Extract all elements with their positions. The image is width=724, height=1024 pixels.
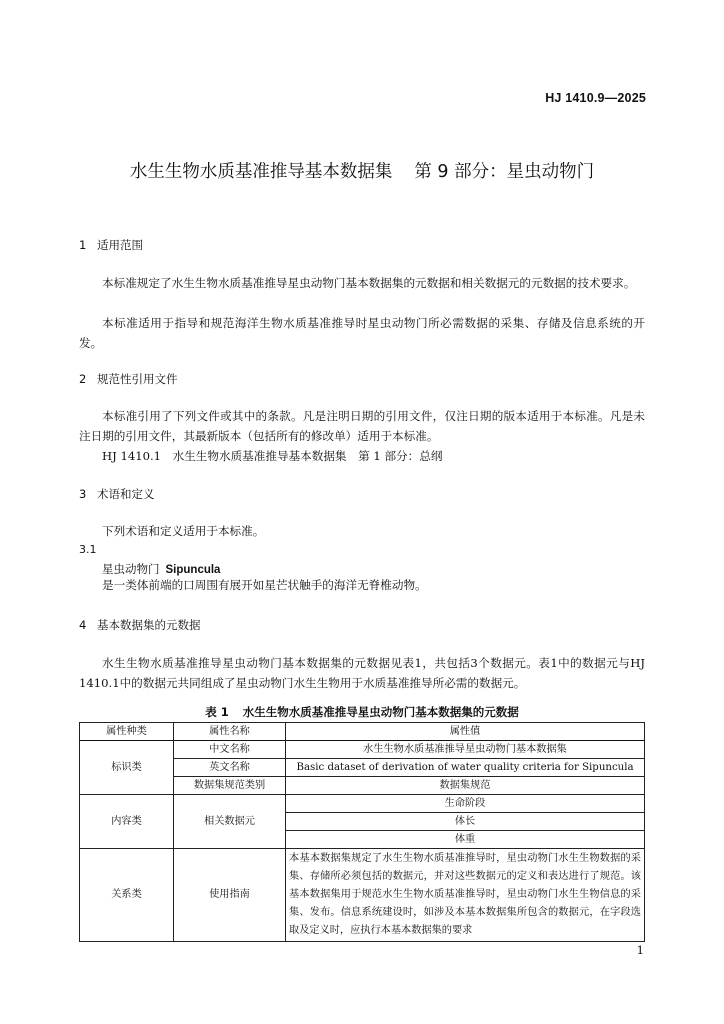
- category-cell-content: 内容类: [80, 795, 174, 849]
- section-3-heading: [79, 486, 155, 502]
- page-number: 1: [636, 943, 644, 957]
- section-3-paragraph-1: 下列术语和定义适用于本标准。: [102, 524, 265, 538]
- table-header-row: [80, 723, 645, 741]
- title-main: 水生生物水质基准推导基本数据集: [129, 162, 393, 182]
- attribute-name-cell: 中文名称: [174, 741, 286, 759]
- section-1-heading: [79, 237, 143, 253]
- header-cell: 属性名称: [174, 723, 286, 741]
- category-cell-relation: 关系类: [80, 849, 174, 942]
- attribute-value-cell: 水生生物水质基准推导星虫动物门基本数据集: [286, 741, 645, 759]
- section-2-paragraph-1: 本标准引用了下列文件或其中的条款。凡是注明日期的引用文件，仅注日期的版本适用于本标准。凡是未注日期的引用文件，其最新版本（包括所有的修改单）适用于本标准。: [79, 409, 645, 443]
- section-1-paragraph-2: 本标准适用于指导和规范海洋生物水质基准推导时星虫动物门所必需数据的采集、存储及信息系统的开发。: [79, 316, 645, 350]
- section-title: 术语和定义: [97, 487, 155, 501]
- attribute-value-cell: 体长: [286, 813, 645, 831]
- header-cell: 属性值: [286, 723, 645, 741]
- attribute-value-cell: 数据集规范: [286, 777, 645, 795]
- section-4-heading: [79, 617, 201, 633]
- attribute-value-cell: 体重: [286, 831, 645, 849]
- category-cell-identification: 标识类: [80, 741, 174, 795]
- usage-guide-cell: 本基本数据集规定了水生生物水质基准推导时，星虫动物门水生生物数据的采集、存储所必须包括的数据元，并对这些数据元的定义和表达进行了规范。该基本数据集用于规范水生生物水质基准推导时，星虫动物门水生生物信息的采集、发布。信息系统建设时，如涉及本基本数据集所包含的数据元，在字段选取及定义时，应执行本基本数据集的要求: [286, 849, 645, 942]
- table-row: [80, 741, 645, 759]
- section-1-paragraph-1: 本标准规定了水生生物水质基准推导星虫动物门基本数据集的元数据和相关数据元的元数据的技术要求。: [102, 276, 636, 290]
- table-caption-text: 水生生物水质基准推导星虫动物门基本数据集的元数据: [242, 705, 519, 719]
- page-title: [0, 158, 724, 183]
- attribute-value-cell: 生命阶段: [286, 795, 645, 813]
- attribute-name-cell: 英文名称: [174, 759, 286, 777]
- attribute-name-cell: 使用指南: [174, 849, 286, 942]
- term-english: Sipuncula: [165, 564, 221, 576]
- term-number: 3.1: [79, 543, 97, 556]
- section-title: 适用范围: [97, 238, 143, 252]
- table-caption-number: 表 1: [205, 705, 229, 719]
- table-caption: [0, 704, 724, 720]
- normative-reference: HJ 1410.1 水生生物水质基准推导基本数据集 第 1 部分：总纲: [102, 449, 443, 463]
- table-row: [80, 849, 645, 942]
- attribute-value-cell: Basic dataset of derivation of water quality criteria for Sipuncula: [286, 759, 645, 777]
- attribute-name-cell: 数据集规范类别: [174, 777, 286, 795]
- table-row: [80, 795, 645, 813]
- attribute-name-cell: 相关数据元: [174, 795, 286, 849]
- section-number: 2: [79, 372, 87, 386]
- metadata-table: [79, 722, 645, 942]
- term-chinese: 星虫动物门: [102, 562, 160, 576]
- section-2-heading: [79, 371, 178, 387]
- term-definition: 是一类体前端的口周围有展开如星芒状触手的海洋无脊椎动物。: [102, 578, 427, 592]
- section-number: 3: [79, 487, 87, 501]
- standard-code: HJ 1410.9—2025: [545, 91, 646, 105]
- section-number: 4: [79, 618, 87, 632]
- title-part: 第 9 部分：星虫动物门: [414, 162, 595, 182]
- section-number: 1: [79, 238, 87, 252]
- section-title: 规范性引用文件: [97, 372, 178, 386]
- section-4-paragraph-1: 水生生物水质基准推导星虫动物门基本数据集的元数据见表1，共包括3个数据元。表1中的数据元与HJ 1410.1中的数据元共同组成了星虫动物门水生生物用于水质基准推导所必需的数据元。: [79, 656, 645, 690]
- section-title: 基本数据集的元数据: [97, 618, 201, 632]
- header-cell: 属性种类: [80, 723, 174, 741]
